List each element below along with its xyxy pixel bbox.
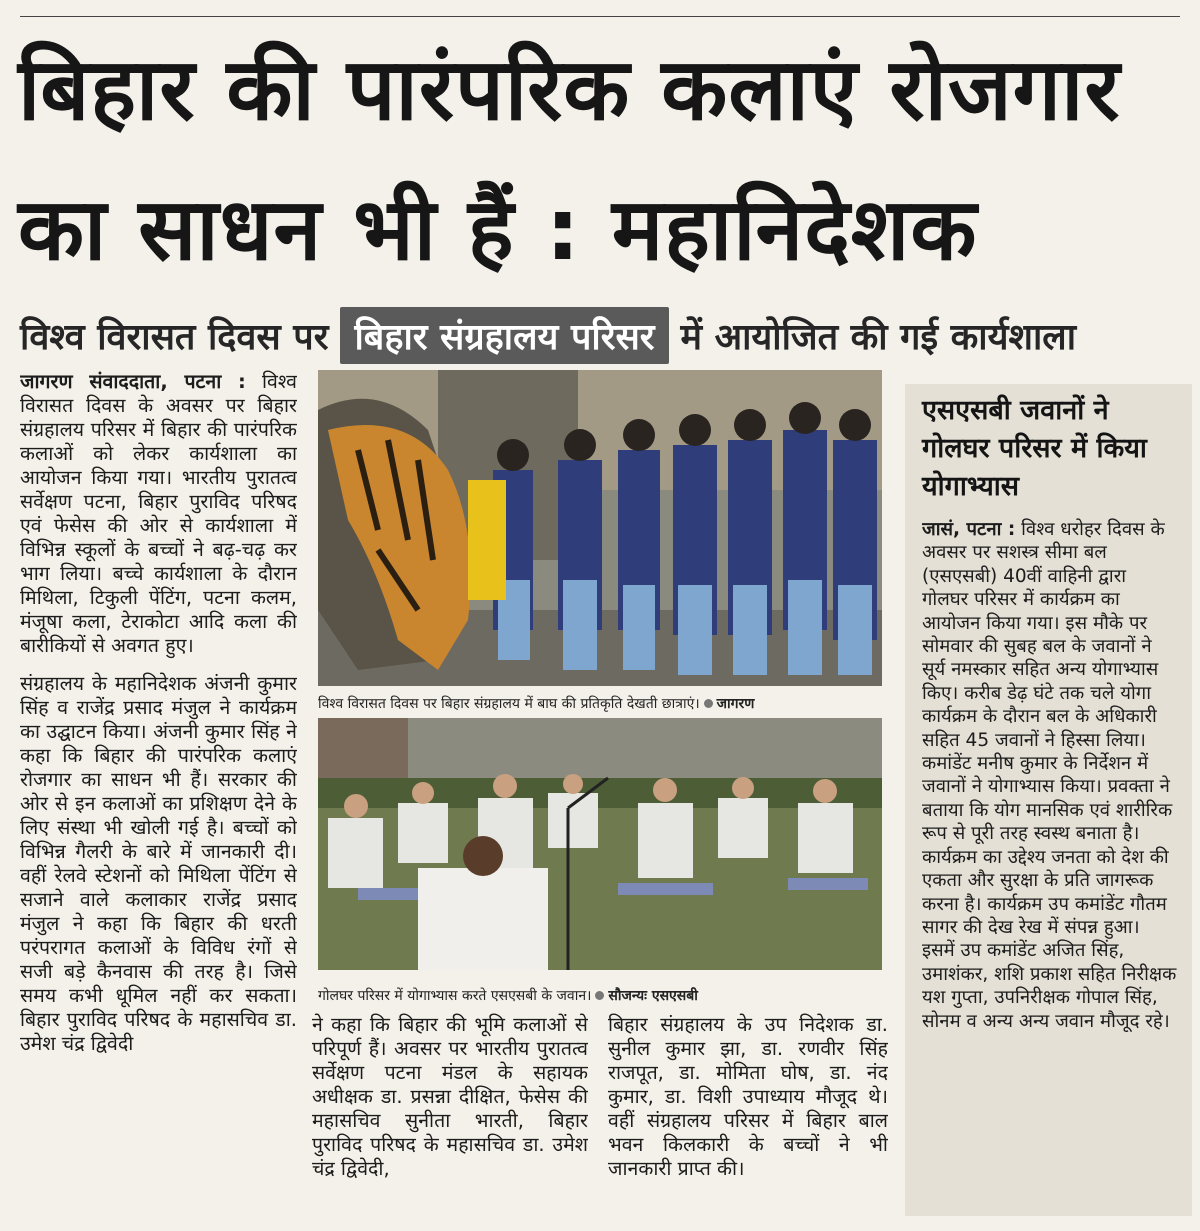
article-column-3 (608, 1013, 888, 1225)
article-dateline: जागरण संवाददाता, पटना : (20, 370, 246, 393)
article-col-3-text: बिहार संग्रहालय के उप निदेशक डा. सुनील कुमार झा, डा. रणवीर सिंह राजपूत, डा. मोमिता घोष, डा. नंद कुमार, डा. विशी उपाध्याय मौजूद थे। वहीं संग्रहालय परिसर में बिहार बाल भवन किलकारी के बच्चों ने भी जानकारी प्राप्त की। (608, 1013, 888, 1180)
photo-1-caption-text: विश्व विरासत दिवस पर बिहार संग्रहालय में बाघ की प्रतिकृति देखती छात्राएं। (318, 696, 700, 712)
photo-yoga-jawans-image (318, 718, 882, 970)
article-column-1 (20, 370, 297, 1225)
bullet-dot-icon (704, 699, 713, 708)
bullet-dot-icon (595, 991, 604, 1000)
photo-2-caption-text: गोलघर परिसर में योगाभ्यास करते एसएसबी के जवान। (318, 988, 592, 1004)
sidebar-body-text: विश्व धरोहर दिवस के अवसर पर सशस्त्र सीमा बल (एसएसबी) 40वीं वाहिनी द्वारा गोलघर परिसर में कार्यक्रम का आयोजन किया गया। इस मौके पर सोमवार की सुबह बल के जवानों ने सूर्य नमस्कार सहित अन्य योगाभ्यास किए। करीब डेढ़ घंटे तक चले योगा कार्यक्रम के दौरान बल के अधिकारी सहित 45 जवानों ने हिस्सा लिया। कमांडेंट मनीष कुमार के निर्देशन में जवानों ने योगाभ्यास किया। प्रवक्ता ने बताया कि योग मानसिक एवं शारीरिक रूप से पूरी तरह स्वस्थ बनाता है। कार्यक्रम का उद्देश्य जनता को देश की एकता और सुरक्षा के प्रति जागरूक करना है। कार्यक्रम उप कमांडेंट गौतम सागर की देख रेख में संपन्न हुआ। इसमें उप कमांडेंट अजित सिंह, उमाशंकर, शशि प्रकाश सहित निरीक्षक यश गुप्ता, उपनिरीक्षक गोपाल सिंह, सोनम व अन्य अन्य जवान मौजूद रहे। (922, 519, 1177, 1032)
article-para-1-text: विश्व विरासत दिवस के अवसर पर बिहार संग्रहालय परिसर में बिहार की पारंपरिक कलाओं को लेकर कार्यशाला का आयोजन किया गया। भारतीय पुरातत्व सर्वेक्षण पटना, बिहार पुराविद परिषद एवं फेसेस की ओर से कार्यशाला में विभिन्न स्कूलों के बच्चों ने बढ़-चढ़ कर भाग लिया। बच्चे कार्यशाला के दौरान मिथिला, टिकुली पेंटिंग, पटना कलम, मंजूषा कला, टेराकोटा आदि कला की बारीकियों से अवगत हुए। (20, 370, 297, 657)
photo-1-credit: जागरण (716, 696, 755, 712)
subheadline-part-1: विश्व विरासत दिवस पर (20, 316, 329, 358)
top-rule (20, 16, 1180, 17)
photo-2-credit: सौजन्यः एसएसबी (608, 988, 698, 1004)
sidebar-dateline: जासं, पटना : (922, 519, 1016, 540)
photo-2-caption (318, 986, 698, 1005)
article-column-2 (312, 1013, 588, 1225)
subheadline-part-2: में आयोजित की गई कार्यशाला (680, 316, 1077, 358)
subheadline (20, 300, 1185, 370)
article-para-2: संग्रहालय के महानिदेशक अंजनी कुमार सिंह व राजेंद्र प्रसाद मंजुल ने कार्यक्रम का उद्घाटन किया। अंजनी कुमार सिंह ने कहा कि बिहार की पारंपरिक कलाएं रोजगार का साधन भी हैं। सरकार की ओर से इन कलाओं का प्रशिक्षण देने के लिए संस्था भी खोली गई है। बच्चों को विभिन्न गैलरी के बारे में जानकारी दी। वहीं रेलवे स्टेशनों को मिथिला पेंटिंग से सजाने वाले कलाकार राजेंद्र प्रसाद मंजुल ने कहा कि बिहार की धरती परंपरागत कलाओं के विविध रंगों से सजी बड़े कैनवास की तरह है। जिसे समय कभी धूमिल नहीं कर सकता। बिहार पुराविद परिषद के महासचिव डा. उमेश चंद्र द्विवेदी (20, 672, 297, 1055)
sidebar-para (922, 518, 1178, 1033)
sidebar-body (922, 518, 1178, 1218)
photo-yoga-jawans (318, 718, 882, 970)
subheadline-highlight: बिहार संग्रहालय परिसर (340, 307, 668, 364)
photo-tiger-students-image (318, 370, 882, 686)
article-para-1 (20, 370, 297, 658)
photo-tiger-students (318, 370, 882, 686)
article-col-2-text: ने कहा कि बिहार की भूमि कलाओं से परिपूर्ण हैं। अवसर पर भारतीय पुरातत्व सर्वेक्षण पटना मंडल के सहायक अधीक्षक डा. प्रसन्ना दीक्षित, फेसेस की महासचिव सुनीता भारती, बिहार पुराविद परिषद के महासचिव डा. उमेश चंद्र द्विवेदी, (312, 1013, 588, 1180)
photo-1-caption (318, 694, 754, 713)
sidebar-title: एसएसबी जवानों ने गोलघर परिसर में किया योगाभ्यास (922, 395, 1147, 502)
headline-line-2: का साधन भी हैं : महानिदेशक (18, 180, 978, 280)
headline-line-1: बिहार की पारंपरिक कलाएं रोजगार (18, 40, 1121, 140)
